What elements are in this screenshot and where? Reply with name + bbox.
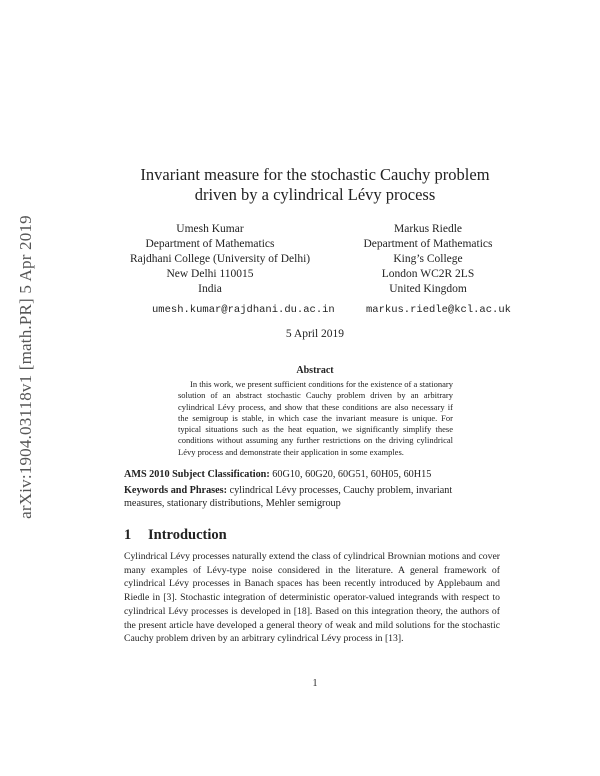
classification-label: AMS 2010 Subject Classification: (124, 469, 270, 480)
author-1-institution: Rajdhani College (University of Delhi) (130, 253, 311, 265)
author-1-name: Umesh Kumar (176, 223, 244, 235)
title-line-2: driven by a cylindrical Lévy process (194, 185, 436, 204)
intro-paragraph: Cylindrical Lévy processes naturally extend the class of cylindrical Brownian motions and cover many examples of Lévy-type noise considered in the literature. A general framework of cylindrical Lévy processes in Banach spaces has been recently introduced by Applebaum and Riedle in [3]. Stochastic integration of deterministic operator-valued integrands with respect to cylindrical Lévy processes is developed in [18]. Based on this integration theory, the authors of the present article have developed a general theory of weak and mild solutions for the stochastic Cauchy problem driven by an arbitrary cylindrical Lévy process in [13]. (124, 551, 500, 645)
section-heading (124, 527, 227, 544)
author-2 (348, 222, 508, 297)
arxiv-identifier: arXiv:1904.03118v1 [math.PR] 5 Apr 2019 (16, 215, 35, 519)
subject-classification (124, 468, 494, 481)
author-2-institution: King’s College (393, 253, 463, 265)
paper-title (110, 165, 520, 205)
abstract-text: In this work, we present sufficient conditions for the existence of a stationary solution of an abstract stochastic Cauchy problem driven by an arbitrary cylindrical Lévy process, and show that these conditions are also necessary if the semigroup is stable, in which case the invariant measure is unique. For typical situations such as the heat equation, we significantly simplify these conditions without assuming any further restrictions on the driving cylindrical Lévy process and demonstrate their application in some examples. (178, 379, 453, 457)
author-2-department: Department of Mathematics (363, 238, 493, 250)
author-1-city: New Delhi 110015 (166, 268, 254, 280)
author-2-email[interactable]: markus.riedle@kcl.ac.uk (366, 304, 511, 316)
title-line-1: Invariant measure for the stochastic Cauchy problem (140, 165, 490, 184)
page-number: 1 (312, 678, 318, 689)
keywords-value: cylindrical Lévy processes, Cauchy problem, invariant measures, stationary distributions, Mehler semigroup (124, 485, 453, 509)
arxiv-sidebar (12, 177, 40, 557)
author-2-name: Markus Riedle (393, 223, 463, 235)
keywords-label: Keywords and Phrases: (124, 485, 228, 496)
author-2-country: United Kingdom (389, 283, 467, 295)
classification-value: 60G10, 60G20, 60G51, 60H05, 60H15 (272, 469, 432, 480)
author-2-city: London WC2R 2LS (381, 268, 475, 280)
section-title: Introduction (148, 527, 227, 543)
author-1-department: Department of Mathematics (145, 238, 275, 250)
abstract-heading: Abstract (296, 365, 334, 376)
keywords (124, 484, 494, 510)
author-1-email[interactable]: umesh.kumar@rajdhani.du.ac.in (152, 304, 335, 316)
author-1-country: India (198, 283, 222, 295)
section-number: 1 (124, 527, 132, 543)
author-1 (130, 222, 311, 297)
publication-date: 5 April 2019 (285, 328, 345, 340)
